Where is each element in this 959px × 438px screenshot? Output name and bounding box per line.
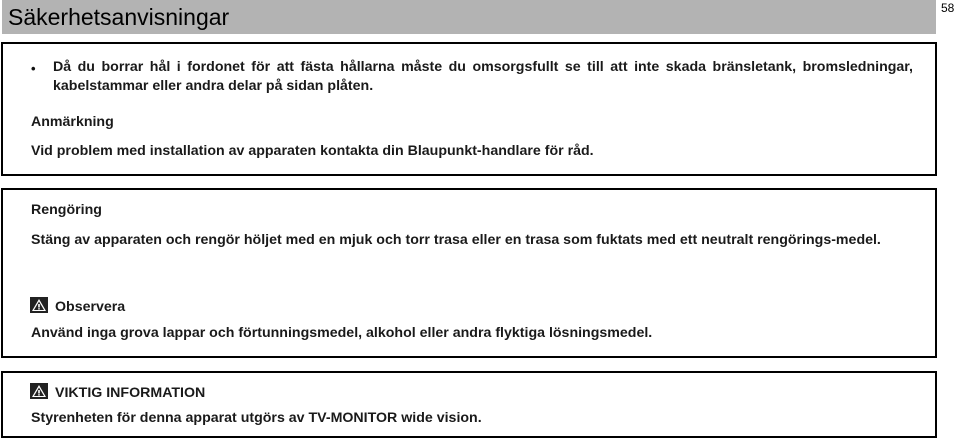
page-number: 58: [941, 1, 955, 15]
caution-text: Använd inga grova lappar och förtunningsmedel, alkohol eller andra flyktiga lösningsmedel.: [31, 325, 653, 341]
caution-heading: Observera: [55, 299, 126, 315]
cleaning-text: Stäng av apparaten och rengör höljet med en mjuk och torr trasa eller en trasa som fuktats med ett neutralt rengörings-medel.: [31, 232, 881, 248]
note-text: Vid problem med installation av apparaten kontakta din Blaupunkt-handlare för råd.: [31, 143, 594, 159]
cleaning-heading: Rengöring: [31, 202, 102, 218]
warning-icon: [30, 383, 48, 399]
drilling-warning-text: Då du borrar hål i fordonet för att fästa hållarna måste du omsorgsfullt se till att inte skada bränsletank, bromsledningar, kabelstammar eller andra delar på sidan plåten.: [53, 59, 913, 94]
important-info-text: Styrenheten för denna apparat utgörs av TV-MONITOR wide vision.: [31, 410, 482, 426]
page-header-bar: [2, 0, 936, 34]
warning-icon: [30, 297, 48, 313]
bullet-icon: •: [31, 61, 36, 76]
page-title: Säkerhetsanvisningar: [8, 4, 230, 30]
important-info-box: [1, 371, 937, 438]
note-heading: Anmärkning: [31, 114, 114, 130]
important-info-heading: VIKTIG INFORMATION: [55, 385, 206, 401]
